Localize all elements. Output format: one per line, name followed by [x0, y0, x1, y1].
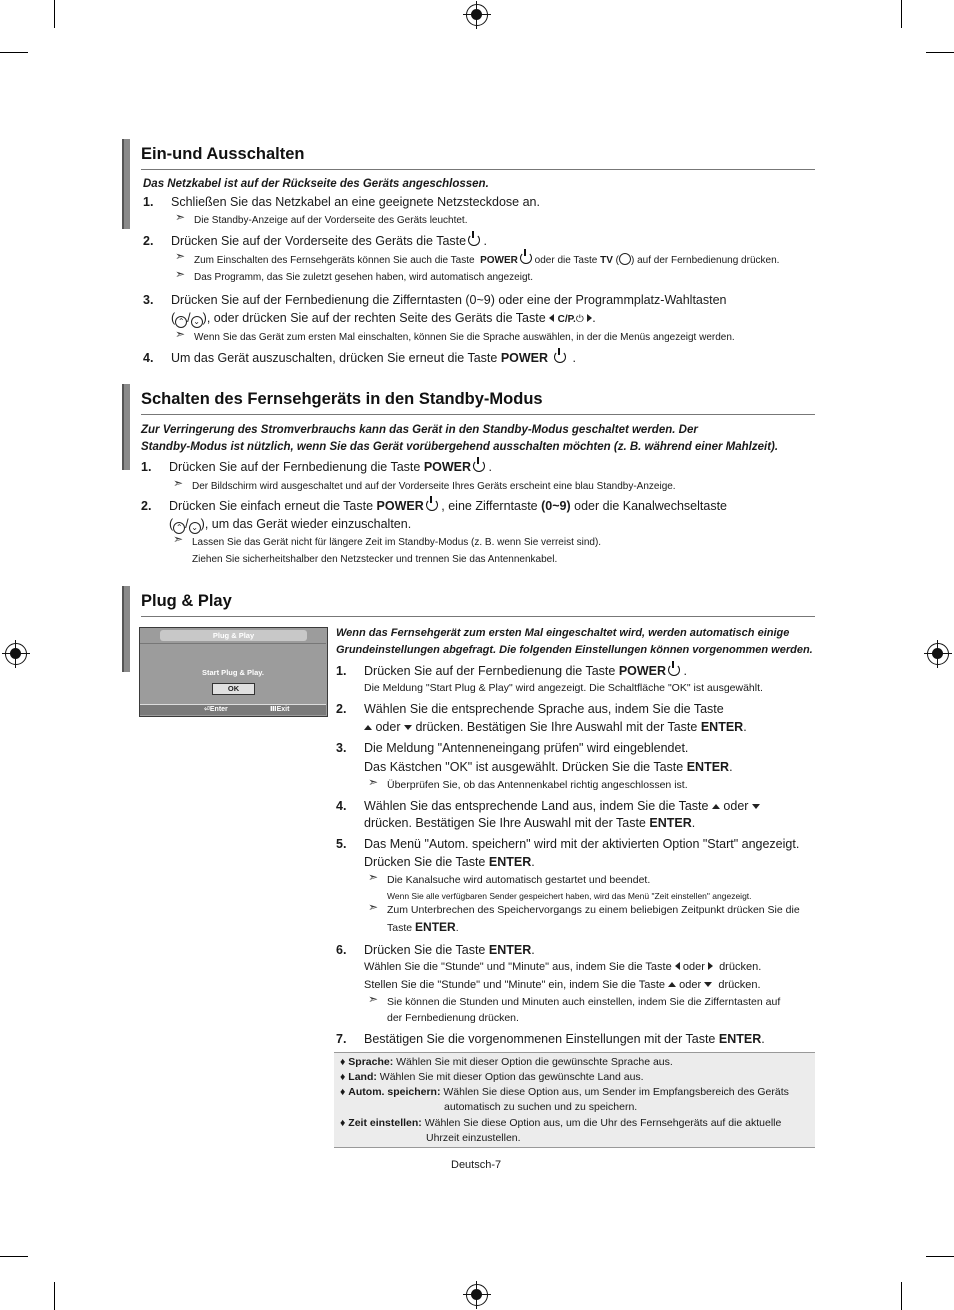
screen-message: Start Plug & Play.: [202, 668, 264, 677]
power-icon: [473, 460, 485, 472]
note-text: Zum Unterbrechen des Speichervorgangs zu einem beliebigen Zeitpunkt drücken Sie die: [387, 904, 800, 916]
step-text: Die Meldung "Antenneneingang prüfen" wird eingeblendet.: [364, 741, 689, 755]
up-arrow-icon: [712, 804, 720, 809]
step-text: Drücken Sie die Taste ENTER.: [364, 855, 535, 869]
registration-mark-icon: [5, 643, 27, 665]
step-number: 1.: [143, 195, 154, 209]
section-intro: Das Netzkabel ist auf der Rückseite des Geräts angeschlossen.: [143, 178, 489, 190]
step-number: 5.: [336, 837, 347, 851]
step-number: 4.: [336, 799, 347, 813]
note-text: Ziehen Sie sicherheitshalber den Netzstecker und trennen Sie das Antennenkabel.: [192, 554, 558, 565]
step-text: Drücken Sie auf der Fernbedienung die Zifferntasten (0~9) oder eine der Programmplatz-Wahltasten: [171, 293, 727, 307]
step-number: 6.: [336, 943, 347, 957]
step-subtext: Stellen Sie die "Stunde" und "Minute" ein, indem Sie die Taste oder drücken.: [364, 979, 761, 991]
note-text: Wenn Sie das Gerät zum ersten Mal einschalten, können Sie die Sprache auswählen, in der die Menüs angezeigt werden.: [194, 332, 735, 343]
step-number: 2.: [143, 234, 154, 248]
step-number: 1.: [141, 460, 152, 474]
tv-button-icon: [619, 253, 631, 265]
crop-mark: [54, 0, 55, 28]
section-intro: Wenn das Fernsehgerät zum ersten Mal eingeschaltet wird, werden automatisch einige: [336, 627, 790, 639]
note-arrow-icon: ➣: [175, 249, 186, 263]
registration-mark-icon: [927, 643, 949, 665]
step-text: Wählen Sie die entsprechende Sprache aus, indem Sie die Taste: [364, 702, 724, 716]
power-icon: [554, 351, 566, 363]
channel-down-icon: ⌄: [189, 522, 201, 534]
section-title: Plug & Play: [141, 592, 232, 610]
screen-separator: [140, 643, 326, 644]
note-arrow-icon: ➣: [175, 210, 186, 224]
step-text: Um das Gerät auszuschalten, drücken Sie erneut die Taste POWER .: [171, 351, 576, 365]
note-text: Taste ENTER.: [387, 920, 459, 934]
registration-mark-icon: [466, 1284, 488, 1306]
channel-down-icon: ⌄: [191, 316, 203, 328]
step-text: Bestätigen Sie die vorgenommenen Einstellungen mit der Taste ENTER.: [364, 1032, 765, 1046]
note-text: Zum Einschalten des Fernsehgeräts können Sie auch die Taste POWER oder die Taste TV ( ) auf der Fernbedienung drücken.: [194, 252, 779, 268]
note-arrow-icon: ➣: [368, 870, 379, 884]
info-item: ♦ Autom. speichern: Wählen Sie diese Option aus, um Sender im Empfangsbereich des Geräts: [340, 1086, 789, 1098]
screen-exit-hint: ⅢExit: [270, 706, 290, 713]
crop-mark: [926, 52, 954, 53]
screen-ok-button[interactable]: OK: [212, 683, 255, 695]
step-number: 2.: [141, 499, 152, 513]
crop-mark: [926, 1256, 954, 1257]
step-text: oder drücken. Bestätigen Sie Ihre Auswahl mit der Taste ENTER.: [364, 718, 747, 736]
plug-and-play-screen: [139, 627, 328, 717]
note-text: Die Standby-Anzeige auf der Vorderseite des Geräts leuchtet.: [194, 215, 468, 226]
note-arrow-icon: ➣: [175, 327, 186, 341]
crop-mark: [54, 1282, 55, 1310]
down-arrow-icon: [752, 804, 760, 809]
crop-mark: [901, 0, 902, 28]
section-intro: Grundeinstellungen abgefragt. Die folgenden Einstellungen können vorgenommen werden.: [336, 644, 813, 656]
page-number: Deutsch-7: [451, 1159, 502, 1171]
power-icon: [468, 234, 480, 246]
note-arrow-icon: ➣: [368, 775, 379, 789]
channel-up-icon: ⌃: [175, 316, 187, 328]
section-bar: [122, 384, 130, 470]
step-text: Das Kästchen "OK" ist ausgewählt. Drücken Sie die Taste ENTER.: [364, 760, 733, 774]
step-subtext: Wählen Sie die "Stunde" und "Minute" aus, indem Sie die Taste oder drücken.: [364, 961, 762, 973]
step-text: drücken. Bestätigen Sie Ihre Auswahl mit der Taste ENTER.: [364, 816, 696, 830]
step-text: Drücken Sie auf der Fernbedienung die Taste POWER .: [169, 460, 492, 474]
step-text: Drücken Sie auf der Fernbedienung die Taste POWER .: [364, 664, 687, 678]
info-item: ♦ Sprache: Wählen Sie mit dieser Option die gewünschte Sprache aus.: [340, 1056, 673, 1068]
registration-mark-icon: [466, 4, 488, 26]
step-subtext: Die Meldung "Start Plug & Play" wird angezeigt. Die Schaltfläche "OK" ist ausgewählt.: [364, 682, 763, 694]
note-text: Die Kanalsuche wird automatisch gestartet und beendet.: [387, 874, 651, 886]
step-number: 7.: [336, 1032, 347, 1046]
info-item-cont: automatisch zu suchen und zu speichern.: [444, 1101, 638, 1113]
note-arrow-icon: ➣: [173, 476, 184, 490]
note-text: der Fernbedienung drücken.: [387, 1012, 519, 1024]
note-text: Der Bildschirm wird ausgeschaltet und auf der Vorderseite Ihres Geräts erscheint eine blau Standby-Anzeige.: [192, 481, 676, 492]
step-number: 3.: [336, 741, 347, 755]
section-bar: [122, 586, 130, 672]
section-rule: [141, 169, 815, 170]
step-text: Drücken Sie auf der Vorderseite des Geräts die Taste .: [171, 234, 488, 248]
power-icon: [520, 252, 532, 264]
screen-title-bar: Plug & Play: [160, 630, 307, 641]
screen-enter-hint: ⏎Enter: [204, 706, 228, 713]
step-number: 1.: [336, 664, 347, 678]
section-intro: Standby-Modus ist nützlich, wenn Sie das Gerät vorübergehend ausschalten möchten (z. B. während einer Mahlzeit).: [141, 441, 779, 453]
left-arrow-icon: [675, 962, 680, 970]
note-text: Wenn Sie alle verfügbaren Sender gespeichert haben, wird das Menü "Zeit einstellen" angezeigt.: [387, 891, 752, 901]
section-intro: Zur Verringerung des Stromverbrauchs kann das Gerät in den Standby-Modus geschaltet werden. Der: [141, 424, 698, 436]
section-title: Ein-und Ausschalten: [141, 145, 305, 163]
step-text: Schließen Sie das Netzkabel an eine geeignete Netzsteckdose an.: [171, 195, 540, 209]
crop-mark: [901, 1282, 902, 1310]
info-item: ♦ Zeit einstellen: Wählen Sie diese Option aus, um die Uhr des Fernsehgeräts auf die aktuelle: [340, 1117, 782, 1129]
step-number: 4.: [143, 351, 154, 365]
note-text: Das Programm, das Sie zuletzt gesehen haben, wird automatisch angezeigt.: [194, 272, 534, 283]
note-arrow-icon: ➣: [368, 992, 379, 1006]
step-text: Das Menü "Autom. speichern" wird mit der aktivierten Option "Start" angezeigt.: [364, 837, 800, 851]
step-number: 2.: [336, 702, 347, 716]
section-rule: [141, 616, 815, 617]
down-arrow-icon: [404, 725, 412, 730]
channel-up-icon: ⌃: [173, 522, 185, 534]
note-text: Sie können die Stunden und Minuten auch einstellen, indem Sie die Zifferntasten auf: [387, 996, 781, 1008]
step-text: Drücken Sie einfach erneut die Taste POWER , eine Zifferntaste (0~9) oder die Kanalwechseltaste: [169, 499, 727, 513]
section-rule: [141, 414, 815, 415]
note-text: Lassen Sie das Gerät nicht für längere Zeit im Standby-Modus (z. B. wenn Sie verreist sind).: [192, 537, 602, 548]
note-arrow-icon: ➣: [173, 532, 184, 546]
up-arrow-icon: [364, 725, 372, 730]
info-item-cont: Uhrzeit einzustellen.: [426, 1132, 521, 1144]
info-box: [334, 1052, 815, 1148]
note-arrow-icon: ➣: [368, 900, 379, 914]
down-arrow-icon: [704, 982, 712, 987]
note-arrow-icon: ➣: [175, 267, 186, 281]
power-icon: [426, 499, 438, 511]
power-icon: [668, 664, 680, 676]
step-number: 3.: [143, 293, 154, 307]
crop-mark: [0, 1256, 28, 1257]
step-text: Drücken Sie die Taste ENTER.: [364, 943, 535, 957]
step-text: ( ⌃ / ⌄ ), um das Gerät wieder einzuschalten.: [169, 517, 412, 532]
section-title: Schalten des Fernsehgeräts in den Standby-Modus: [141, 390, 543, 408]
crop-mark: [0, 52, 28, 53]
screen-footer: [140, 704, 326, 715]
note-text: Überprüfen Sie, ob das Antennenkabel richtig angeschlossen ist.: [387, 779, 688, 791]
up-arrow-icon: [668, 982, 676, 987]
step-text: Wählen Sie das entsprechende Land aus, indem Sie die Taste oder: [364, 797, 760, 815]
info-item: ♦ Land: Wählen Sie mit dieser Option das gewünschte Land aus.: [340, 1071, 644, 1083]
step-text: ( ⌃ / ⌄ ), oder drücken Sie auf der rechten Seite des Geräts die Taste C/P.⏻ .: [171, 311, 596, 326]
right-arrow-icon: [708, 962, 713, 970]
right-arrow-icon: [587, 314, 592, 322]
left-arrow-icon: [549, 314, 554, 322]
section-bar: [122, 139, 130, 229]
